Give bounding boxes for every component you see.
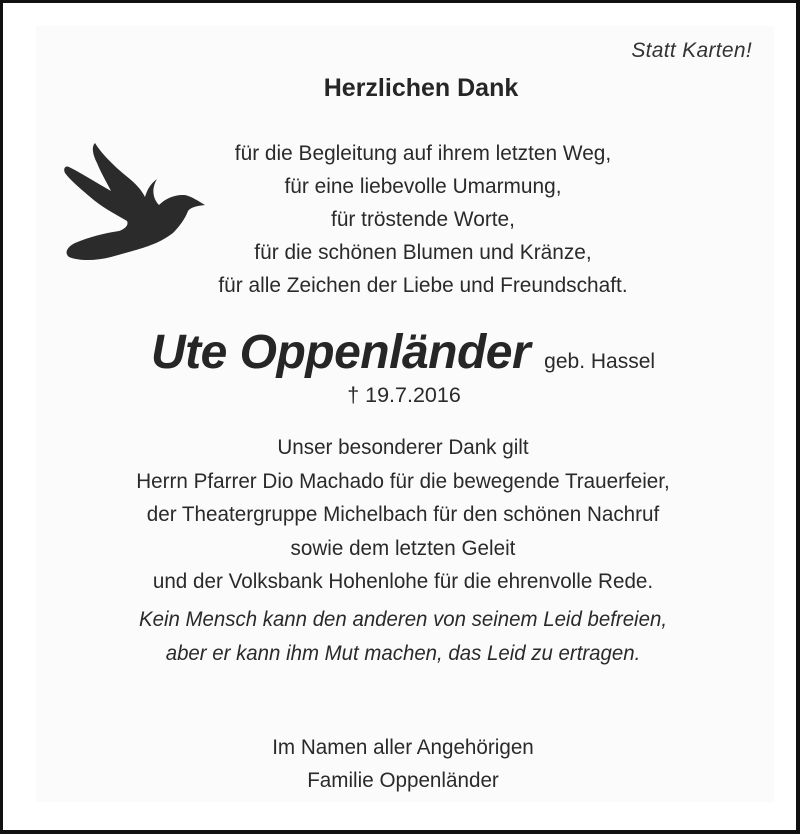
thanks-line: für tröstende Worte,	[331, 207, 515, 231]
quote-line: Kein Mensch kann den anderen von seinem Leid befreien,	[138, 607, 667, 631]
death-date-row	[3, 383, 800, 408]
special-thanks	[43, 431, 763, 599]
special-thanks-line: und der Volksbank Hohenlohe für die ehrenvolle Rede.	[152, 569, 654, 593]
thanks-line: für eine liebevolle Umarmung,	[284, 174, 562, 198]
deceased-name: Ute Oppenländer	[150, 326, 531, 379]
signature-family: Familie Oppenländer	[307, 768, 499, 792]
birth-name: geb. Hassel	[544, 350, 656, 373]
quote-line: aber er kann ihm Mut machen, das Leid zu ertragen.	[165, 641, 641, 665]
notice-title: Herzlichen Dank	[323, 74, 519, 102]
deceased-name-row	[3, 325, 800, 380]
header-note: Statt Karten!	[631, 39, 752, 62]
special-thanks-line: der Theatergruppe Michelbach für den schönen Nachruf	[146, 502, 660, 526]
thanks-list	[123, 137, 723, 302]
thanks-line: für die Begleitung auf ihrem letzten Weg,	[234, 141, 612, 165]
thanks-line: für die schönen Blumen und Kränze,	[254, 240, 592, 264]
thanks-line: für alle Zeichen der Liebe und Freundschaft.	[218, 273, 628, 297]
special-thanks-line: sowie dem letzten Geleit	[290, 535, 516, 560]
special-thanks-line: Unser besonderer Dank gilt	[277, 435, 529, 459]
signature	[43, 731, 763, 797]
quote	[43, 602, 763, 670]
death-date: 19.7.2016	[365, 383, 461, 407]
signature-line: Im Namen aller Angehörigen	[272, 735, 534, 759]
special-thanks-line: Herrn Pfarrer Dio Machado für die bewegende Trauerfeier,	[136, 468, 670, 493]
cross-icon: †	[347, 383, 360, 407]
